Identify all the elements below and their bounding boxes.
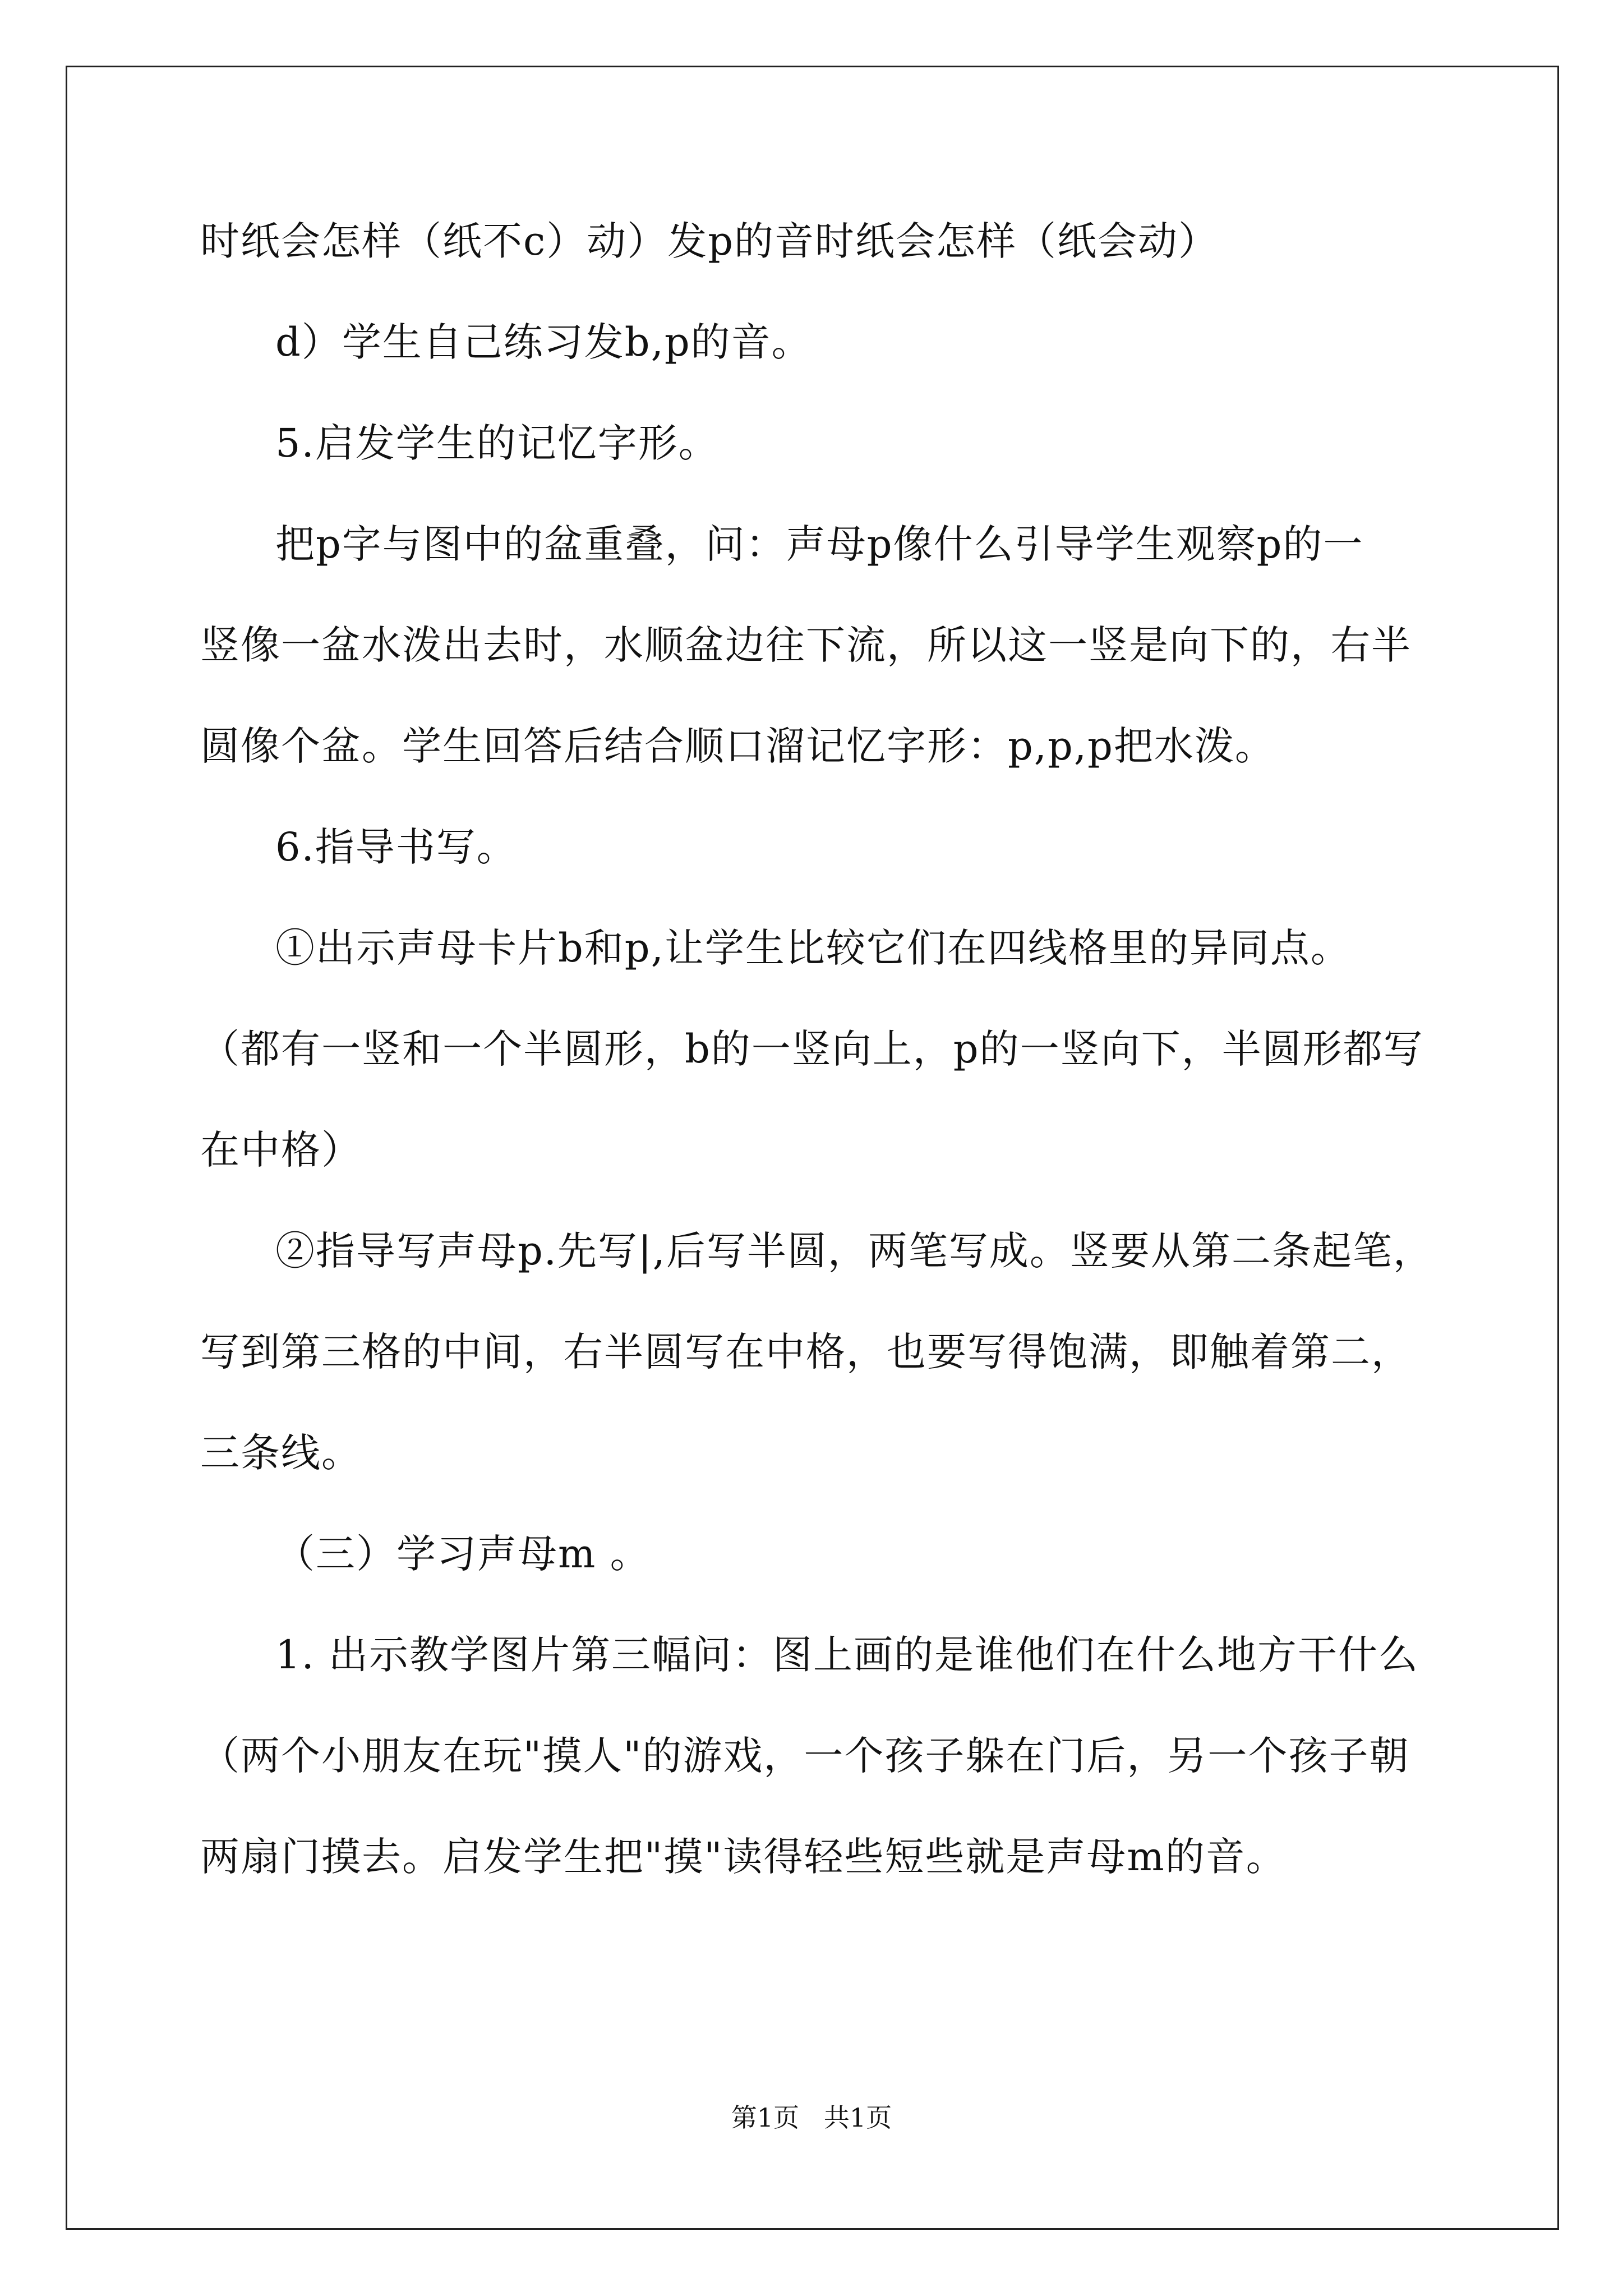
text-line-3: 5.启发学生的记忆字形。 xyxy=(275,420,719,466)
text-line-12: 写到第三格的中间，右半圆写在中格，也要写得饱满，即触着第二， xyxy=(200,1329,1412,1375)
text-line-4: 把p字与图中的盆重叠，问：声母p像什么引导学生观察p的一 xyxy=(275,521,1364,567)
page-footer: 第1页 共1页 xyxy=(731,2102,892,2133)
text-line-11: ②指导写声母p.先写|,后写半圆，两笔写成。竖要从第二条起笔， xyxy=(275,1228,1433,1274)
text-line-9: （都有一竖和一个半圆形，b的一竖向上，p的一竖向下，半圆形都写 xyxy=(200,1026,1424,1072)
text-line-5: 竖像一盆水泼出去时，水顺盆边往下流，所以这一竖是向下的，右半 xyxy=(200,622,1412,668)
text-line-1: 时纸会怎样（纸不c）动）发p的音时纸会怎样（纸会动） xyxy=(200,218,1219,264)
text-line-14: （三）学习声母m 。 xyxy=(275,1531,651,1577)
text-line-13: 三条线。 xyxy=(200,1430,362,1476)
text-line-6: 圆像个盆。学生回答后结合顺口溜记忆字形：p,p,p把水泼。 xyxy=(200,723,1275,769)
text-line-2: d）学生自己练习发b,p的音。 xyxy=(275,319,812,365)
text-line-16: （两个小朋友在玩"摸人"的游戏，一个孩子躲在门后，另一个孩子朝 xyxy=(200,1733,1410,1779)
text-line-17: 两扇门摸去。启发学生把"摸"读得轻些短些就是声母m的音。 xyxy=(200,1834,1287,1880)
text-line-15: 1. 出示教学图片第三幅问：图上画的是谁他们在什么地方干什么 xyxy=(275,1632,1419,1678)
text-line-10: 在中格） xyxy=(200,1127,362,1173)
text-line-7: 6.指导书写。 xyxy=(275,824,517,870)
text-line-8: ①出示声母卡片b和p,让学生比较它们在四线格里的异同点。 xyxy=(275,925,1351,971)
